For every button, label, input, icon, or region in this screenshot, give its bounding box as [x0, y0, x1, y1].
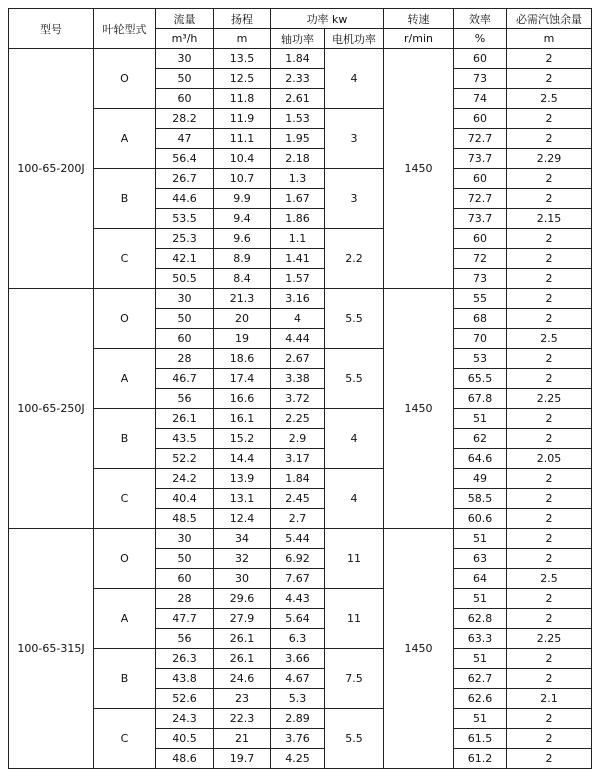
impeller-cell: B [94, 649, 156, 709]
table-row [9, 169, 592, 189]
efficiency-cell: 58.5 [454, 489, 507, 509]
shaft-power-cell: 1.41 [271, 249, 325, 269]
flow-cell: 30 [156, 289, 214, 309]
npsh-cell: 2.25 [507, 389, 592, 409]
head-cell: 8.4 [214, 269, 271, 289]
npsh-cell: 2 [507, 409, 592, 429]
speed-cell: 1450 [384, 49, 454, 289]
flow-cell: 26.7 [156, 169, 214, 189]
motor-power-cell: 11 [325, 529, 384, 589]
npsh-cell: 2 [507, 289, 592, 309]
unit-efficiency: % [454, 29, 507, 49]
npsh-cell: 2 [507, 509, 592, 529]
table-row [9, 289, 592, 309]
motor-power-cell: 7.5 [325, 649, 384, 709]
efficiency-cell: 49 [454, 469, 507, 489]
shaft-power-cell: 5.44 [271, 529, 325, 549]
flow-cell: 60 [156, 329, 214, 349]
flow-cell: 52.6 [156, 689, 214, 709]
motor-power-cell: 11 [325, 589, 384, 649]
npsh-cell: 2 [507, 369, 592, 389]
npsh-cell: 2 [507, 249, 592, 269]
npsh-cell: 2 [507, 189, 592, 209]
efficiency-cell: 60 [454, 49, 507, 69]
flow-cell: 24.2 [156, 469, 214, 489]
unit-speed: r/min [384, 29, 454, 49]
efficiency-cell: 51 [454, 529, 507, 549]
npsh-cell: 2 [507, 269, 592, 289]
npsh-cell: 2 [507, 669, 592, 689]
head-cell: 10.7 [214, 169, 271, 189]
impeller-cell: O [94, 529, 156, 589]
flow-cell: 47 [156, 129, 214, 149]
unit-flow: m³/h [156, 29, 214, 49]
flow-cell: 26.3 [156, 649, 214, 669]
table-row [9, 649, 592, 669]
flow-cell: 28 [156, 349, 214, 369]
head-cell: 23 [214, 689, 271, 709]
flow-cell: 28 [156, 589, 214, 609]
npsh-cell: 2 [507, 649, 592, 669]
npsh-cell: 2 [507, 429, 592, 449]
npsh-cell: 2 [507, 69, 592, 89]
efficiency-cell: 64.6 [454, 449, 507, 469]
flow-cell: 44.6 [156, 189, 214, 209]
shaft-power-cell: 1.67 [271, 189, 325, 209]
npsh-cell: 2 [507, 129, 592, 149]
efficiency-cell: 63 [454, 549, 507, 569]
shaft-power-cell: 2.89 [271, 709, 325, 729]
shaft-power-cell: 3.38 [271, 369, 325, 389]
unit-motor-power: 电机功率 [325, 29, 384, 49]
shaft-power-cell: 4.25 [271, 749, 325, 769]
speed-cell: 1450 [384, 289, 454, 529]
efficiency-cell: 72 [454, 249, 507, 269]
shaft-power-cell: 2.45 [271, 489, 325, 509]
shaft-power-cell: 7.67 [271, 569, 325, 589]
efficiency-cell: 51 [454, 649, 507, 669]
npsh-cell: 2 [507, 349, 592, 369]
shaft-power-cell: 1.3 [271, 169, 325, 189]
flow-cell: 46.7 [156, 369, 214, 389]
header-speed: 转速 [384, 9, 454, 29]
table-row [9, 409, 592, 429]
motor-power-cell: 5.5 [325, 289, 384, 349]
npsh-cell: 2 [507, 489, 592, 509]
shaft-power-cell: 2.61 [271, 89, 325, 109]
flow-cell: 56.4 [156, 149, 214, 169]
efficiency-cell: 51 [454, 589, 507, 609]
npsh-cell: 2 [507, 549, 592, 569]
efficiency-cell: 60 [454, 169, 507, 189]
efficiency-cell: 70 [454, 329, 507, 349]
head-cell: 15.2 [214, 429, 271, 449]
efficiency-cell: 62.7 [454, 669, 507, 689]
shaft-power-cell: 2.67 [271, 349, 325, 369]
shaft-power-cell: 1.84 [271, 49, 325, 69]
efficiency-cell: 60 [454, 109, 507, 129]
header-efficiency: 效率 [454, 9, 507, 29]
npsh-cell: 2.29 [507, 149, 592, 169]
npsh-cell: 2 [507, 749, 592, 769]
npsh-cell: 2 [507, 589, 592, 609]
head-cell: 11.1 [214, 129, 271, 149]
npsh-cell: 2 [507, 169, 592, 189]
head-cell: 14.4 [214, 449, 271, 469]
head-cell: 24.6 [214, 669, 271, 689]
head-cell: 22.3 [214, 709, 271, 729]
npsh-cell: 2.1 [507, 689, 592, 709]
efficiency-cell: 73 [454, 69, 507, 89]
motor-power-cell: 5.5 [325, 709, 384, 769]
npsh-cell: 2 [507, 709, 592, 729]
flow-cell: 24.3 [156, 709, 214, 729]
flow-cell: 50 [156, 549, 214, 569]
efficiency-cell: 65.5 [454, 369, 507, 389]
head-cell: 12.4 [214, 509, 271, 529]
header-model: 型号 [9, 9, 94, 49]
efficiency-cell: 53 [454, 349, 507, 369]
flow-cell: 30 [156, 529, 214, 549]
motor-power-cell: 4 [325, 469, 384, 529]
shaft-power-cell: 1.86 [271, 209, 325, 229]
efficiency-cell: 73.7 [454, 149, 507, 169]
table-row [9, 109, 592, 129]
shaft-power-cell: 3.17 [271, 449, 325, 469]
unit-head: m [214, 29, 271, 49]
npsh-cell: 2 [507, 109, 592, 129]
flow-cell: 50.5 [156, 269, 214, 289]
npsh-cell: 2 [507, 469, 592, 489]
flow-cell: 40.4 [156, 489, 214, 509]
flow-cell: 53.5 [156, 209, 214, 229]
header-flow: 流量 [156, 9, 214, 29]
impeller-cell: A [94, 349, 156, 409]
header-impeller: 叶轮型式 [94, 9, 156, 49]
motor-power-cell: 3 [325, 169, 384, 229]
impeller-cell: C [94, 229, 156, 289]
flow-cell: 40.5 [156, 729, 214, 749]
motor-power-cell: 3 [325, 109, 384, 169]
flow-cell: 43.8 [156, 669, 214, 689]
shaft-power-cell: 5.3 [271, 689, 325, 709]
head-cell: 34 [214, 529, 271, 549]
shaft-power-cell: 1.57 [271, 269, 325, 289]
model-cell: 100-65-315J [9, 529, 94, 769]
head-cell: 16.6 [214, 389, 271, 409]
shaft-power-cell: 4.67 [271, 669, 325, 689]
efficiency-cell: 63.3 [454, 629, 507, 649]
flow-cell: 28.2 [156, 109, 214, 129]
head-cell: 17.4 [214, 369, 271, 389]
shaft-power-cell: 6.92 [271, 549, 325, 569]
head-cell: 20 [214, 309, 271, 329]
efficiency-cell: 51 [454, 409, 507, 429]
head-cell: 13.5 [214, 49, 271, 69]
shaft-power-cell: 4 [271, 309, 325, 329]
head-cell: 29.6 [214, 589, 271, 609]
flow-cell: 30 [156, 49, 214, 69]
shaft-power-cell: 3.76 [271, 729, 325, 749]
impeller-cell: B [94, 409, 156, 469]
flow-cell: 47.7 [156, 609, 214, 629]
motor-power-cell: 5.5 [325, 349, 384, 409]
efficiency-cell: 68 [454, 309, 507, 329]
pump-spec-table [8, 8, 592, 769]
npsh-cell: 2.5 [507, 89, 592, 109]
motor-power-cell: 2.2 [325, 229, 384, 289]
shaft-power-cell: 6.3 [271, 629, 325, 649]
head-cell: 9.4 [214, 209, 271, 229]
shaft-power-cell: 5.64 [271, 609, 325, 629]
efficiency-cell: 60 [454, 229, 507, 249]
efficiency-cell: 62.8 [454, 609, 507, 629]
npsh-cell: 2.25 [507, 629, 592, 649]
flow-cell: 56 [156, 389, 214, 409]
flow-cell: 50 [156, 69, 214, 89]
head-cell: 13.1 [214, 489, 271, 509]
efficiency-cell: 67.8 [454, 389, 507, 409]
flow-cell: 26.1 [156, 409, 214, 429]
shaft-power-cell: 4.44 [271, 329, 325, 349]
impeller-cell: O [94, 289, 156, 349]
head-cell: 26.1 [214, 649, 271, 669]
npsh-cell: 2 [507, 309, 592, 329]
npsh-cell: 2.5 [507, 329, 592, 349]
shaft-power-cell: 3.16 [271, 289, 325, 309]
shaft-power-cell: 2.18 [271, 149, 325, 169]
impeller-cell: O [94, 49, 156, 109]
head-cell: 19.7 [214, 749, 271, 769]
head-cell: 8.9 [214, 249, 271, 269]
efficiency-cell: 62 [454, 429, 507, 449]
model-cell: 100-65-200J [9, 49, 94, 289]
table-row [9, 349, 592, 369]
unit-npsh: m [507, 29, 592, 49]
head-cell: 11.8 [214, 89, 271, 109]
flow-cell: 48.6 [156, 749, 214, 769]
motor-power-cell: 4 [325, 49, 384, 109]
shaft-power-cell: 2.7 [271, 509, 325, 529]
impeller-cell: A [94, 589, 156, 649]
efficiency-cell: 73.7 [454, 209, 507, 229]
flow-cell: 25.3 [156, 229, 214, 249]
shaft-power-cell: 2.33 [271, 69, 325, 89]
table-body [9, 49, 592, 769]
table-row [9, 589, 592, 609]
header-power: 功率 kw [271, 9, 384, 29]
table-row [9, 49, 592, 69]
head-cell: 13.9 [214, 469, 271, 489]
header-npsh: 必需汽蚀余量 [507, 9, 592, 29]
table-header [9, 9, 592, 49]
head-cell: 11.9 [214, 109, 271, 129]
efficiency-cell: 55 [454, 289, 507, 309]
npsh-cell: 2 [507, 529, 592, 549]
impeller-cell: C [94, 709, 156, 769]
model-cell: 100-65-250J [9, 289, 94, 529]
table-wrapper [8, 8, 592, 769]
flow-cell: 50 [156, 309, 214, 329]
shaft-power-cell: 1.95 [271, 129, 325, 149]
shaft-power-cell: 1.53 [271, 109, 325, 129]
flow-cell: 43.5 [156, 429, 214, 449]
flow-cell: 60 [156, 569, 214, 589]
impeller-cell: C [94, 469, 156, 529]
head-cell: 18.6 [214, 349, 271, 369]
efficiency-cell: 64 [454, 569, 507, 589]
head-cell: 16.1 [214, 409, 271, 429]
head-cell: 12.5 [214, 69, 271, 89]
shaft-power-cell: 2.9 [271, 429, 325, 449]
npsh-cell: 2.15 [507, 209, 592, 229]
efficiency-cell: 61.5 [454, 729, 507, 749]
impeller-cell: B [94, 169, 156, 229]
efficiency-cell: 62.6 [454, 689, 507, 709]
head-cell: 9.9 [214, 189, 271, 209]
npsh-cell: 2 [507, 49, 592, 69]
shaft-power-cell: 4.43 [271, 589, 325, 609]
efficiency-cell: 74 [454, 89, 507, 109]
flow-cell: 60 [156, 89, 214, 109]
motor-power-cell: 4 [325, 409, 384, 469]
shaft-power-cell: 3.72 [271, 389, 325, 409]
shaft-power-cell: 2.25 [271, 409, 325, 429]
flow-cell: 42.1 [156, 249, 214, 269]
efficiency-cell: 72.7 [454, 129, 507, 149]
table-row [9, 469, 592, 489]
unit-shaft-power: 轴功率 [271, 29, 325, 49]
speed-cell: 1450 [384, 529, 454, 769]
head-cell: 19 [214, 329, 271, 349]
shaft-power-cell: 1.84 [271, 469, 325, 489]
head-cell: 10.4 [214, 149, 271, 169]
shaft-power-cell: 3.66 [271, 649, 325, 669]
efficiency-cell: 51 [454, 709, 507, 729]
efficiency-cell: 61.2 [454, 749, 507, 769]
impeller-cell: A [94, 109, 156, 169]
head-cell: 26.1 [214, 629, 271, 649]
table-row [9, 229, 592, 249]
head-cell: 21.3 [214, 289, 271, 309]
npsh-cell: 2 [507, 729, 592, 749]
head-cell: 30 [214, 569, 271, 589]
npsh-cell: 2.05 [507, 449, 592, 469]
head-cell: 21 [214, 729, 271, 749]
head-cell: 32 [214, 549, 271, 569]
efficiency-cell: 72.7 [454, 189, 507, 209]
head-cell: 9.6 [214, 229, 271, 249]
flow-cell: 48.5 [156, 509, 214, 529]
header-head: 扬程 [214, 9, 271, 29]
header-row-1 [9, 9, 592, 29]
npsh-cell: 2 [507, 609, 592, 629]
efficiency-cell: 73 [454, 269, 507, 289]
table-row [9, 529, 592, 549]
shaft-power-cell: 1.1 [271, 229, 325, 249]
efficiency-cell: 60.6 [454, 509, 507, 529]
npsh-cell: 2.5 [507, 569, 592, 589]
flow-cell: 52.2 [156, 449, 214, 469]
head-cell: 27.9 [214, 609, 271, 629]
table-row [9, 709, 592, 729]
npsh-cell: 2 [507, 229, 592, 249]
flow-cell: 56 [156, 629, 214, 649]
